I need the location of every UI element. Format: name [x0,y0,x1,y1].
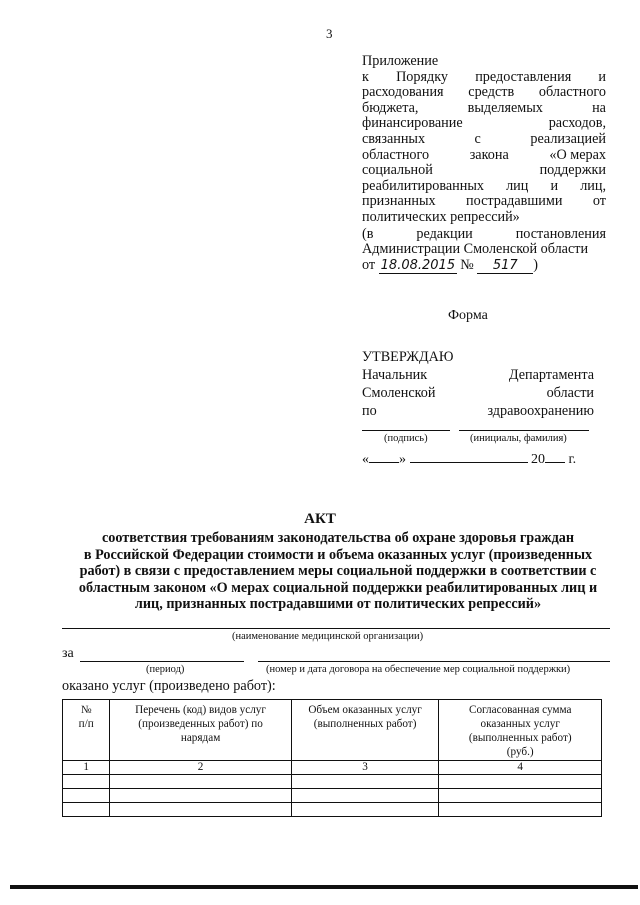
appendix-line-word: областного [362,146,430,163]
form-label: Форма [448,308,488,323]
approve-lines [362,366,594,420]
quote-open: « [362,452,369,467]
table-cell [63,803,110,817]
act-title: АКТ [304,511,336,527]
approve-line-word: Департамента [508,367,594,383]
appendix-line-word: с [474,130,481,147]
period-caption: (период) [146,664,185,675]
appendix-line [362,70,606,86]
appendix-line-word: реализацией [530,130,606,147]
appendix-line-word: Порядку [396,68,449,85]
appendix-line [362,101,606,117]
resolution-date-line [362,258,606,275]
approve-line [362,402,594,420]
approve-line-word: области [546,385,594,401]
appendix-line-word: связанных [362,130,426,147]
appendix-line-word: лиц, [580,177,606,194]
appendix-line-word: расходования [362,84,444,101]
appendix-line [362,54,606,70]
approve-line [362,366,594,384]
redaction-word: (в [362,225,374,242]
page-number: 3 [326,26,333,41]
period-line [80,661,244,662]
services-table [62,699,602,817]
organization-caption: (наименование медицинской организации) [232,631,424,642]
contract-caption: (номер и дата договора на обеспечение мер социальной поддержки) [266,664,571,675]
approval-date-row [362,450,576,468]
appendix-line-word: закона [469,146,509,163]
appendix-line-word: финансирование [362,115,463,132]
appendix-line [362,132,606,148]
month-blank [410,450,528,463]
appendix-line-word: «О мерах [549,146,606,163]
act-subtitle-line: в Российской Федерации стоимости и объема оказанных услуг (произведенных [83,546,593,563]
appendix-line-word: поддержки [539,162,606,179]
appendix-line-word: областного [538,84,606,101]
act-subtitle [62,530,614,613]
handwritten-number: 517 [477,258,533,275]
number-label: № [460,256,474,273]
appendix-line [362,85,606,101]
number-cell: 4 [439,761,602,775]
year-suffix: г. [568,452,577,467]
number-cell: 3 [291,761,439,775]
table-row [63,803,602,817]
handwritten-date: 18.08.2015 [380,257,456,273]
appendix-line-word: на [592,99,606,116]
number-cell: 1 [63,761,110,775]
appendix-lines [362,54,606,226]
initials-line [459,430,589,431]
redaction-word: редакции [416,225,473,242]
quote-close: » [399,452,406,467]
redaction-line [362,227,606,243]
day-blank [369,450,399,463]
table-cell [63,789,110,803]
table-cell [110,789,291,803]
appendix-line [362,179,606,195]
contract-line [258,661,610,662]
appendix-line-word: расходов, [548,115,606,132]
approve-line-word: здравоохранению [487,403,594,419]
appendix-line-word: признанных [362,193,436,210]
table-cell [439,803,602,817]
act-subtitle-line: соответствия требованиям законодательства об охране здоровья граждан [101,530,575,546]
signature-line [362,430,450,431]
numbering-row [63,761,602,775]
appendix-line-word: к [362,68,369,85]
za-label: за [62,646,74,661]
appendix-line [362,116,606,132]
appendix-line-word: Приложение [362,53,439,69]
table-row [63,789,602,803]
ot-label: от [362,256,376,273]
close-paren: ) [533,256,539,273]
initials-caption: (инициалы, фамилия) [470,433,567,444]
appendix-line-word: политических репрессий» [362,208,520,225]
appendix-line-word: и [598,68,606,85]
scan-edge-bar [10,885,638,889]
appendix-line-word: бюджета, [362,99,419,116]
administration-line [362,242,606,258]
act-subtitle-line: областным законом «О мерах социальной поддержки реабилитированных лиц и [78,579,598,596]
act-subtitle-line: лиц, признанных пострадавшими от политических репрессий» [134,596,542,613]
approve-line [362,384,594,402]
appendix-line-word: социальной [362,162,433,179]
appendix-line [362,163,606,179]
table-cell [291,775,439,789]
appendix-line-word: предоставления [475,68,572,85]
organization-line [62,628,610,629]
table-cell [291,789,439,803]
header-cell: Перечень (код) видов услуг (произведенных работ) по нарядам [110,700,291,761]
year-prefix: 20 [531,452,545,467]
appendix-block [362,54,606,274]
approval-block [362,348,594,420]
appendix-line [362,210,606,226]
redaction-word: постановления [515,225,606,242]
appendix-line-word: от [592,193,606,210]
administration-text: Администрации Смоленской области [362,241,589,258]
appendix-line [362,194,606,210]
appendix-line-word: лиц [506,177,529,194]
header-cell: № п/п [63,700,110,761]
table-cell [439,775,602,789]
appendix-line-word: и [550,177,559,194]
number-cell: 2 [110,761,291,775]
table-row [63,775,602,789]
services-label: оказано услуг (произведено работ): [62,678,276,694]
table-header-row [63,700,602,761]
table-cell [110,803,291,817]
approve-line-word: Смоленской [362,385,436,401]
appendix-line-word: пострадавшими [466,193,563,210]
approve-line-word: по [362,403,377,419]
approve-title: УТВЕРЖДАЮ [362,349,454,365]
approve-line-word: Начальник [362,367,428,383]
table-cell [63,775,110,789]
header-cell: Согласованная сумма оказанных услуг (выполненных работ) (руб.) [439,700,602,761]
table-cell [439,789,602,803]
header-cell: Объем оказанных услуг (выполненных работ) [291,700,439,761]
table-cell [110,775,291,789]
signature-caption: (подпись) [384,433,428,444]
year-blank [545,450,565,463]
appendix-line-word: средств [468,84,515,101]
appendix-line-word: реабилитированных [362,177,484,194]
act-subtitle-line: работ) в связи с предоставлением меры социальной поддержки в соответствии с [79,563,597,580]
appendix-line [362,148,606,164]
table-cell [291,803,439,817]
appendix-line-word: выделяемых [467,99,543,116]
